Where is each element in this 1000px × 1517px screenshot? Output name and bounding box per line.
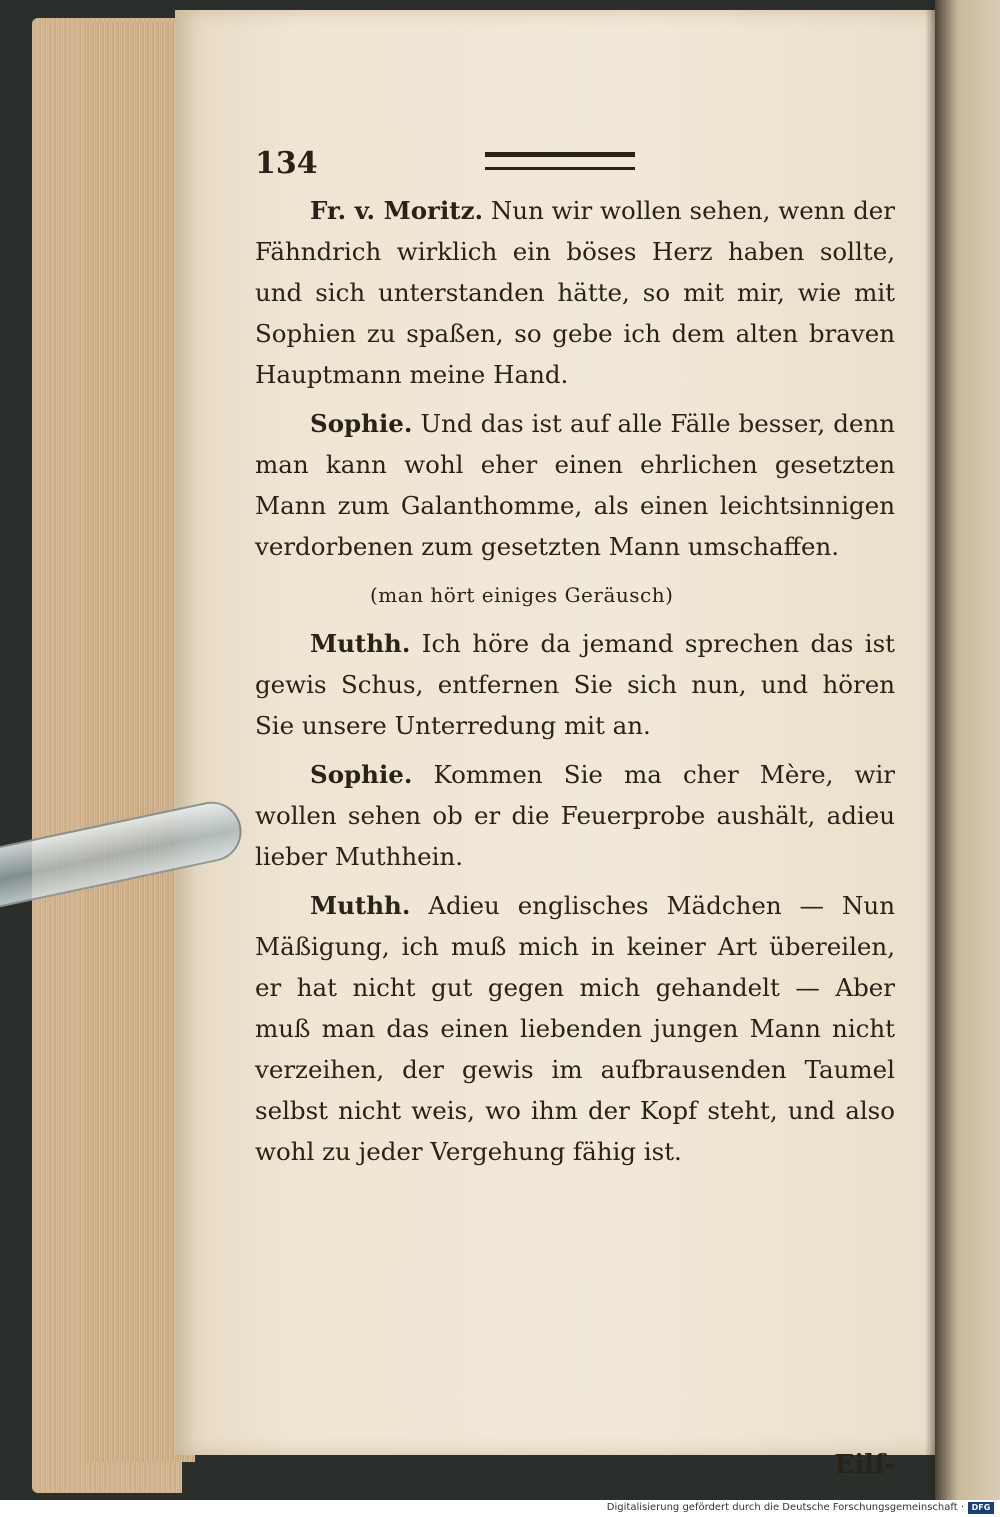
speech-paragraph [255,190,895,395]
page-text-block [255,140,895,1480]
speech-text: Adieu englisches Mädchen — Nun Mäßigung, ich muß mich in keiner Art übereilen, er hat nicht gut gegen mich gehandelt — Aber muß man das einen liebenden jungen Mann nicht verzeihen, der gewis im aufbrausenden Taumel selbst nicht weis, wo ihm der Kopf steht, und also wohl zu jeder Vergehung fähig ist. [255,891,895,1166]
speech-paragraph [255,885,895,1172]
catchword: Eilf- [834,1450,895,1480]
page-header [255,140,895,190]
speech-paragraph [255,403,895,567]
speech-text: Ich höre da jemand sprechen das ist gewis Schus, entfernen Sie sich nun, und hören Sie unsere Unterredung mit an. [255,629,895,740]
page-number: 134 [255,146,318,181]
speech-text: Und das ist auf alle Fälle besser, denn man kann wohl eher einen ehrlichen gesetzten Mann zum Galanthomme, als einen leichtsinnigen verdorbenen zum gesetzten Mann umschaffen. [255,409,895,561]
digitization-footer [0,1500,1000,1517]
stage-direction: (man hört einiges Geräusch) [370,583,674,607]
facing-page-edge [935,0,1000,1500]
speaker-name: Sophie. [310,409,413,438]
speaker-name: Muthh. [310,629,411,658]
dfg-logo-icon: DFG [968,1502,994,1514]
speech-paragraph [255,623,895,746]
speaker-name: Sophie. [310,760,413,789]
speech-text: Nun wir wollen sehen, wenn der Fähndrich wirklich ein böses Herz haben sollte, und sich unterstanden hätte, so mit mir, wie mit Sophien zu spaßen, so gebe ich dem alten braven Hauptmann meine Hand. [255,196,895,389]
speech-paragraph [255,754,895,877]
speech-text: Kommen Sie ma cher Mère, wir wollen sehen ob er die Feuerprobe aushält, adieu lieber Muthhein. [255,760,895,871]
speaker-name: Fr. v. Moritz. [310,196,484,225]
speaker-name: Muthh. [310,891,411,920]
funding-credit: Digitalisierung gefördert durch die Deutsche Forschungsgemeinschaft · [606,1502,964,1513]
header-rule [485,152,635,170]
